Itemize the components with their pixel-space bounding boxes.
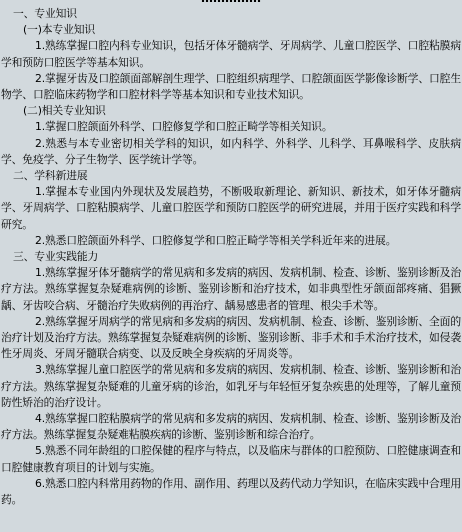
document-body xyxy=(1,6,461,508)
paragraph: 2.熟悉口腔颌面外科学、口腔修复学和口腔正畸学等相关学科近年来的进展。 xyxy=(35,233,397,247)
subsection-heading: (一)本专业知识 xyxy=(23,23,96,37)
subsection-heading: (二)相关专业知识 xyxy=(23,104,106,118)
paragraph: 2.掌握牙齿及口腔颌面部解剖生理学、口腔组织病理学、口腔颌面医学影像诊断学、口腔生物学、口腔临床药物学和口腔材料学等基本知识和专业技术知识。 xyxy=(1,71,461,102)
paragraph: 1.掌握口腔颌面外科学、口腔修复学和口腔正畸学等相关知识。 xyxy=(35,120,333,134)
paragraph: 4.熟练掌握口腔粘膜病学的常见病和多发病的病因、发病机制、检查、诊断、鉴别诊断及治疗方法。熟练掌握复杂疑难粘膜疾病的诊断、鉴别诊断和综合治疗。 xyxy=(1,412,461,442)
paragraph: 1.掌握本专业国内外现状及发展趋势，不断吸取新理论、新知识、新技术，如牙体牙髓病学、牙周病学、口腔粘膜病学、儿童口腔医学和预防口腔医学的研究进展，并用于医疗实践和科学研究。 xyxy=(1,185,461,231)
paragraph: 6.熟悉口腔内科常用药物的作用、副作用、药理以及药代动力学知识，在临床实践中合理用药。 xyxy=(1,476,461,507)
paragraph: 3.熟练掌握儿童口腔医学的常见病和多发病的病因、发病机制、检查、诊断、鉴别诊断和治疗方法。熟练掌握复杂疑难的儿童牙病的诊治，如乳牙与年轻恒牙复杂疾患的处理等，了解儿童预防性矫治的治疗设计。 xyxy=(1,363,461,409)
section-heading: 三、专业实践能力 xyxy=(13,250,99,264)
paragraph: 5.熟悉不同年龄组的口腔保健的程序与特点，以及临床与群体的口腔预防、口腔健康调查和口腔健康教育项目的计划与实施。 xyxy=(1,444,461,474)
document-title xyxy=(0,0,462,5)
paragraph: 1.熟练掌握牙体牙髓病学的常见病和多发病的病因、发病机制、检查、诊断、鉴别诊断及治疗方法。熟练掌握复杂疑难病例的诊断、鉴别诊断和治疗技术，如非典型性牙颌面部疼痛、猖獗龋、牙齿咬合病、牙髓治疗失败病例的再治疗、龋易感患者的管理、根尖手术等。 xyxy=(1,266,461,312)
paragraph: 2.熟练掌握牙周病学的常见病和多发病的病因、发病机制、检查、诊断、鉴别诊断、全面的治疗计划及治疗方法。熟练掌握复杂疑难病例的诊断、鉴别诊断、非手术和手术治疗技术，如侵袭性牙周炎、牙周牙髓联合病变、以及反映全身疾病的牙周炎等。 xyxy=(1,314,461,361)
paragraph: 2.熟悉与本专业密切相关学科的知识，如内科学、外科学、儿科学、耳鼻喉科学、皮肤病学、免疫学、分子生物学、医学统计学等。 xyxy=(1,136,461,166)
paragraph: 1.熟练掌握口腔内科专业知识，包括牙体牙髓病学、牙周病学、儿童口腔医学、口腔粘膜病学和预防口腔医学等基本知识。 xyxy=(1,39,461,69)
section-heading: 二、学科新进展 xyxy=(13,169,88,183)
section-heading: 一、专业知识 xyxy=(13,7,77,20)
